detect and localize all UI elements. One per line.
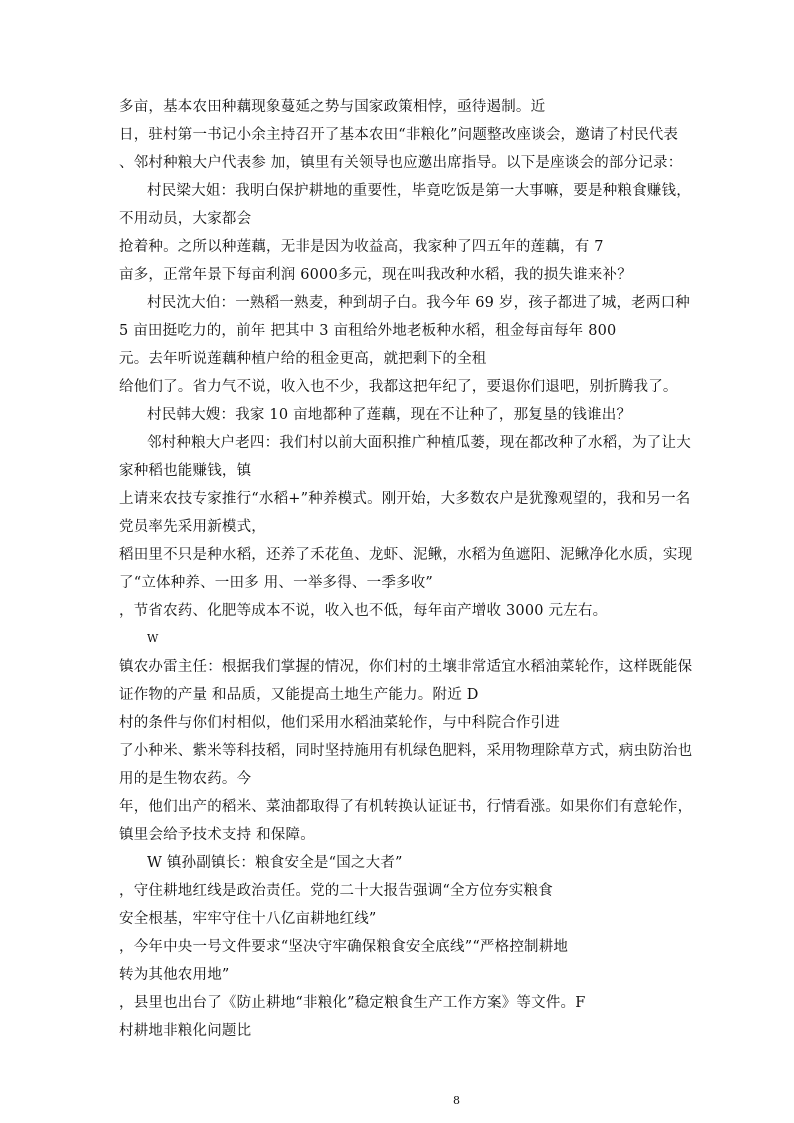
- text-line: W 镇孙副镇长：粮食安全是“国之大者”: [147, 855, 403, 871]
- text-line: ，今年中央一号文件要求“坚决守牢确保粮食安全底线”“严格控制耕地: [119, 939, 569, 955]
- text-line: 、邻村种粮大户代表参 加，镇里有关领导也应邀出席指导。以下是座谈会的部分记录：: [119, 155, 683, 171]
- text-line: 5 亩田挺吃力的，前年 把其中 3 亩租给外地老板种水稻，租金每亩每年 800: [119, 323, 617, 339]
- text-line: 村耕地非粮化问题比: [119, 1023, 252, 1039]
- text-line: 多亩，基本农田种藕现象蔓延之势与国家政策相悖，亟待遏制。近: [119, 99, 546, 115]
- text-line: ，节省农药、化肥等成本不说，收入也不低，每年亩产增收 3000 元左右。: [119, 603, 608, 619]
- text-line: 亩多，正常年景下每亩利润 6000多元，现在叫我改种水稻，我的损失谁来补？: [119, 267, 632, 283]
- text-line: 稻田里不只是种水稻，还养了禾花鱼、龙虾、泥鳅，水稻为鱼遮阳、泥鳅净化水质，实现: [119, 547, 693, 563]
- text-line: 邻村种粮大户老四：我们村以前大面积推广种植瓜蒌，现在都改种了水稻，为了让大: [147, 435, 691, 451]
- text-line: 家种稻也能赚钱，镇: [119, 463, 252, 479]
- text-line: 证作物的产量 和品质，又能提高土地生产能力。附近 D: [119, 687, 479, 703]
- text-line: 党员率先采用新模式，: [119, 519, 266, 535]
- text-line: 镇农办雷主任：根据我们掌握的情况，你们村的土壤非常适宜水稻油菜轮作，这样既能保: [119, 659, 693, 675]
- text-line: 元。去年听说莲藕种植户给的租金更高，就把剩下的全租: [119, 351, 487, 367]
- text-line: 村民韩大嫂：我家 10 亩地都种了莲藕，现在不让种了，那复垦的钱谁出？: [147, 407, 632, 423]
- text-line: W: [147, 632, 159, 645]
- text-line: 镇里会给予技术支持 和保障。: [119, 827, 315, 843]
- text-line: 抢着种。之所以种莲藕，无非是因为收益高，我家种了四五年的莲藕，有 7: [119, 239, 604, 255]
- text-line: 村民梁大姐：我明白保护耕地的重要性，毕竟吃饭是第一大事嘛，要是种粮食赚钱，: [147, 183, 691, 199]
- text-line: 上请来农技专家推行“水稻+”种养模式。刚开始，大多数农户是犹豫观望的，我和另一名: [119, 491, 691, 507]
- text-line: 给他们了。省力气不说，收入也不少，我都这把年纪了，要退你们退吧，别折腾我了。: [119, 379, 678, 395]
- text-line: 用的是生物农药。今: [119, 771, 252, 787]
- text-line: 村民沈大伯：一熟稻一熟麦，种到胡子白。我今年 69 岁，孩子都进了城，老两口种: [147, 295, 690, 311]
- text-line: 了“立体种养、一田多 用、一举多得、一季多收”: [119, 575, 434, 591]
- text-line: 安全根基，牢牢守住十八亿亩耕地红线”: [119, 911, 377, 927]
- text-line: ，县里也出台了《防止耕地“非粮化”稳定粮食生产工作方案》等文件。F: [119, 995, 586, 1011]
- page-number: 8: [453, 1094, 460, 1107]
- text-line: ，守住耕地红线是政治责任。党的二十大报告强调“全方位夯实粮食: [119, 883, 553, 899]
- text-line: 年，他们出产的稻米、菜油都取得了有机转换认证证书，行情看涨。如果你们有意轮作，: [119, 799, 693, 815]
- text-line: 村的条件与你们村相似，他们采用水稻油菜轮作，与中科院合作引进: [119, 715, 560, 731]
- text-line: 转为其他农用地”: [119, 967, 230, 983]
- text-line: 了小种米、紫米等科技稻，同时坚持施用有机绿色肥料，采用物理除草方式，病虫防治也: [119, 743, 693, 759]
- text-line: 日，驻村第一书记小余主持召开了基本农田“非粮化”问题整改座谈会，邀请了村民代表: [119, 127, 679, 143]
- text-line: 不用动员，大家都会: [119, 211, 252, 227]
